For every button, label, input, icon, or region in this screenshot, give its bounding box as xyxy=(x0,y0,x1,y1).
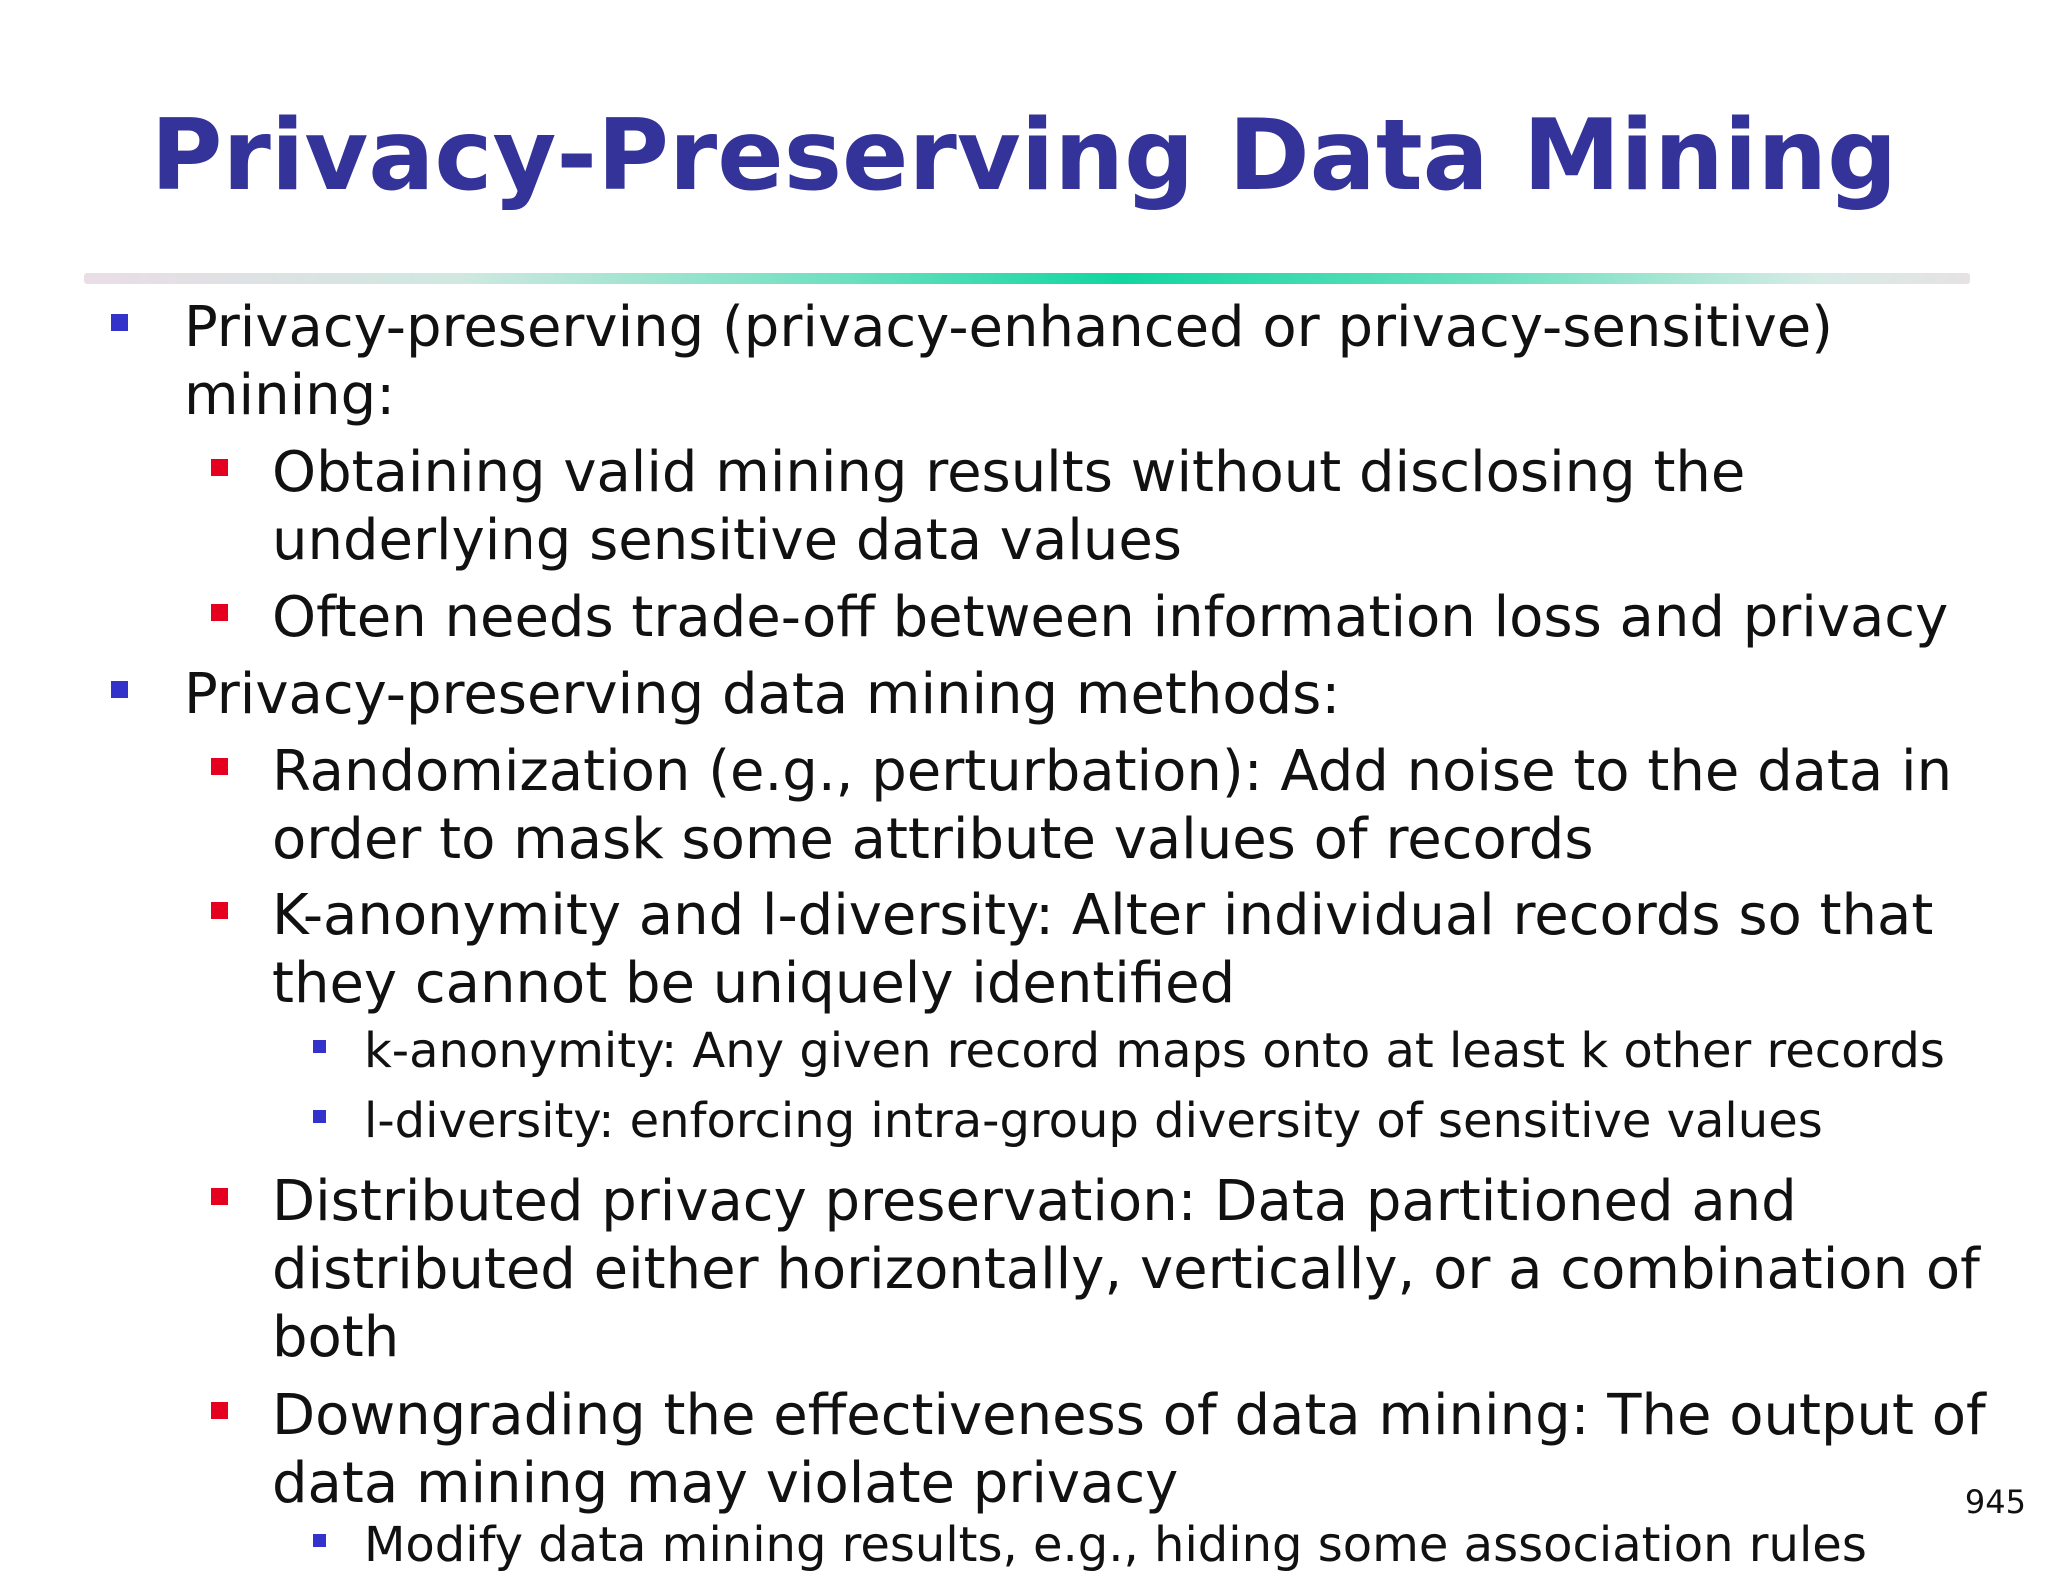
square-bullet-icon xyxy=(111,681,128,698)
bullet-line: distributed either horizontally, vertically, or a combination of xyxy=(272,1237,1980,1302)
bullet-line: K-anonymity and l-diversity: Alter individual records so that xyxy=(272,883,1934,948)
bullet-list xyxy=(0,284,2048,1573)
bullet-line: Privacy-preserving (privacy-enhanced or privacy-sensitive) xyxy=(184,295,1834,360)
bullet-line: Privacy-preserving data mining methods: xyxy=(184,662,1341,727)
square-bullet-icon xyxy=(211,604,228,621)
square-bullet-icon xyxy=(313,1040,326,1053)
bullet-line: Randomization (e.g., perturbation): Add noise to the data in xyxy=(272,739,1953,804)
bullet-line: l-diversity: enforcing intra-group diversity of sensitive values xyxy=(364,1093,1823,1149)
square-bullet-icon xyxy=(313,1534,326,1547)
bullet-line: order to mask some attribute values of records xyxy=(272,807,1594,872)
bullet-line: Downgrading the effectiveness of data mining: The output of xyxy=(272,1383,1986,1448)
bullet-line: mining: xyxy=(184,363,396,428)
slide-title: Privacy-Preserving Data Mining xyxy=(150,99,1898,213)
bullet-line: data mining may violate privacy xyxy=(272,1451,1179,1516)
square-bullet-icon xyxy=(111,314,128,331)
bullet-line: k-anonymity: Any given record maps onto at least k other records xyxy=(364,1023,1945,1079)
page-number: 945 xyxy=(1964,1483,2026,1521)
square-bullet-icon xyxy=(211,902,228,919)
bullet-line: they cannot be uniquely identified xyxy=(272,951,1236,1016)
square-bullet-icon xyxy=(313,1110,326,1123)
square-bullet-icon xyxy=(211,459,228,476)
bullet-line: Modify data mining results, e.g., hiding some association rules xyxy=(364,1517,1867,1573)
square-bullet-icon xyxy=(211,1402,228,1419)
square-bullet-icon xyxy=(211,1188,228,1205)
bullet-line: Obtaining valid mining results without disclosing the xyxy=(272,440,1746,505)
bullet-line: both xyxy=(272,1305,400,1370)
bullet-line: Distributed privacy preservation: Data partitioned and xyxy=(272,1169,1797,1234)
title-divider xyxy=(84,273,1970,284)
square-bullet-icon xyxy=(211,758,228,775)
bullet-line: Often needs trade-off between information loss and privacy xyxy=(272,585,1949,650)
bullet-line: underlying sensitive data values xyxy=(272,508,1182,573)
